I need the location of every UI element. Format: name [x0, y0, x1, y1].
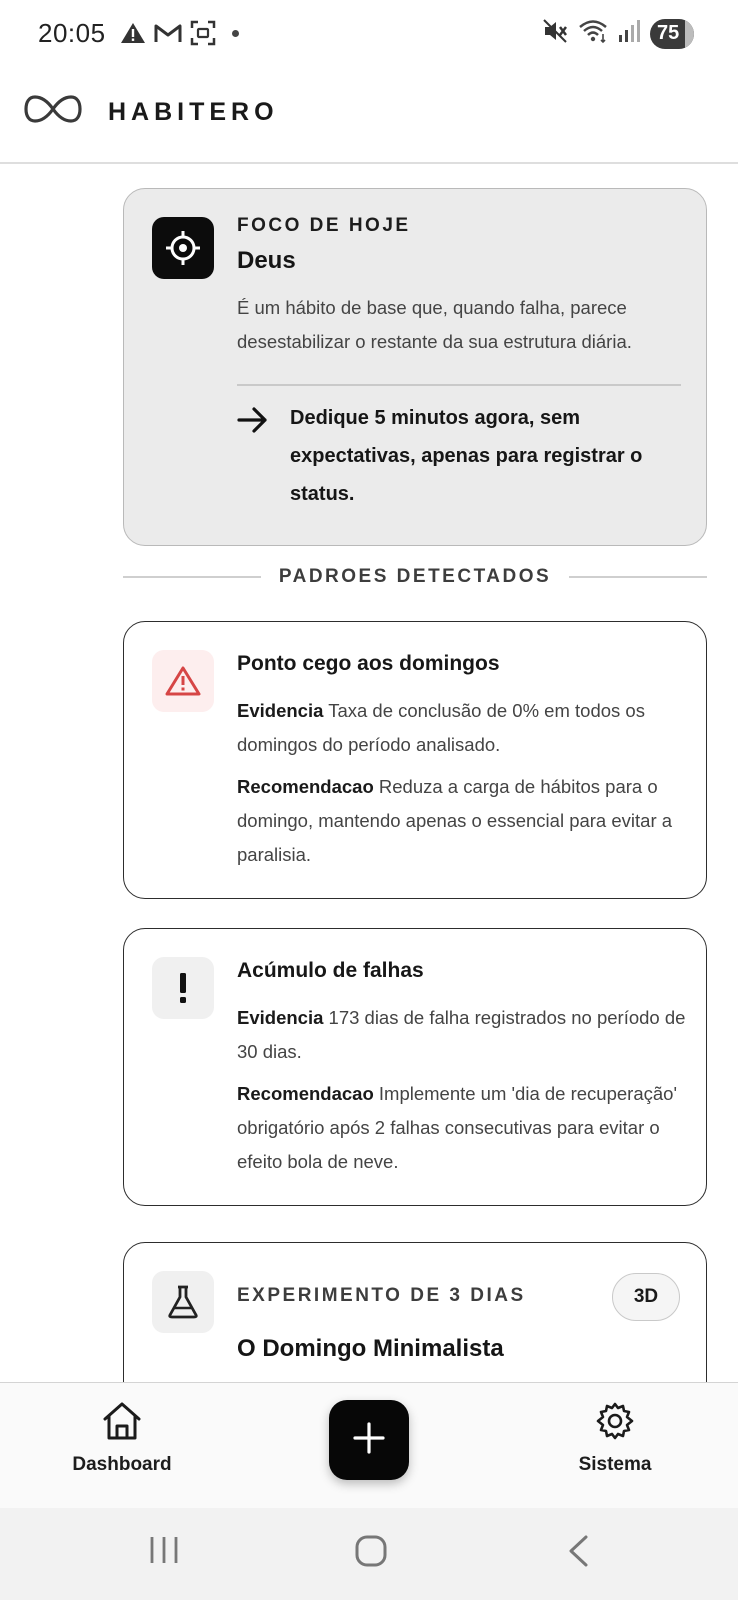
- focus-description: É um hábito de base que, quando falha, parece desestabilizar o restante da sua estrutura diária.: [237, 297, 632, 352]
- app-header: [0, 72, 738, 164]
- section-divider-right: [569, 576, 707, 578]
- evidence-label: Evidencia: [237, 700, 324, 721]
- wifi-icon: [578, 18, 608, 49]
- pattern-evidence: [237, 694, 687, 762]
- experiment-duration-badge: 3D: [612, 1273, 680, 1321]
- experiment-title: O Domingo Minimalista: [237, 1335, 504, 1362]
- gmail-icon: [154, 22, 182, 44]
- battery-level: 75: [657, 22, 680, 44]
- focus-title: Deus: [237, 247, 296, 274]
- nav-system[interactable]: [535, 1401, 695, 1476]
- experiment-kicker: EXPERIMENTO DE 3 DIAS: [237, 1285, 526, 1306]
- pattern-body: [237, 1001, 687, 1187]
- dot-icon: [232, 30, 239, 37]
- battery-icon: [650, 19, 694, 49]
- status-time: 20:05: [38, 18, 106, 48]
- nav-system-label: Sistema: [578, 1454, 652, 1475]
- recommendation-label: Recomendacao: [237, 776, 374, 797]
- pattern-title: Acúmulo de falhas: [237, 959, 424, 982]
- home-circle-icon[interactable]: [354, 1534, 388, 1573]
- focus-action[interactable]: Dedique 5 minutos agora, sem expectativas, apenas para registrar o status.: [290, 407, 643, 505]
- android-nav-bar: [0, 1508, 738, 1600]
- back-icon[interactable]: [566, 1534, 590, 1573]
- evidence-text: Taxa de conclusão de 0% em todos os domingos do período analisado.: [237, 700, 645, 755]
- dashboard-content[interactable]: [0, 166, 738, 1382]
- brand-title: HABITERO: [108, 98, 279, 126]
- screenshot-icon: [190, 20, 216, 46]
- evidence-label: Evidencia: [237, 1007, 324, 1028]
- warning-triangle-icon: [152, 650, 214, 712]
- bottom-nav: [0, 1382, 738, 1508]
- evidence-text: 173 dias de falha registrados no período de 30 dias.: [237, 1007, 686, 1062]
- section-divider-left: [123, 576, 261, 578]
- flask-icon: [152, 1271, 214, 1333]
- status-right-icons: [542, 18, 694, 49]
- pattern-body: [237, 694, 687, 880]
- nav-dashboard-label: Dashboard: [72, 1454, 172, 1475]
- mute-icon: [542, 18, 568, 49]
- status-left-icons: [120, 20, 239, 46]
- recents-icon[interactable]: [148, 1534, 180, 1571]
- home-icon: [101, 1401, 143, 1446]
- target-icon: [152, 217, 214, 279]
- experiment-card[interactable]: [123, 1242, 707, 1382]
- patterns-section-title: PADROES DETECTADOS: [278, 566, 552, 587]
- gear-icon: [595, 1401, 635, 1446]
- add-habit-button[interactable]: [329, 1400, 409, 1480]
- exclamation-icon: [152, 957, 214, 1019]
- focus-card[interactable]: [123, 188, 707, 546]
- pattern-card-sunday[interactable]: [123, 621, 707, 899]
- arrow-right-icon: [237, 407, 269, 438]
- infinity-icon: [24, 94, 82, 129]
- focus-divider: [237, 384, 681, 386]
- plus-icon: [352, 1421, 386, 1460]
- pattern-recommendation: [237, 770, 687, 872]
- recommendation-text: Implemente um 'dia de recuperação' obrigatório após 2 falhas consecutivas para evitar o efeito bola de neve.: [237, 1083, 677, 1172]
- pattern-card-failures[interactable]: [123, 928, 707, 1206]
- pattern-recommendation: [237, 1077, 687, 1179]
- patterns-section-heading: [123, 562, 707, 592]
- pattern-title: Ponto cego aos domingos: [237, 652, 500, 675]
- signal-icon: [618, 19, 640, 48]
- nav-dashboard[interactable]: [42, 1401, 202, 1476]
- focus-kicker: FOCO DE HOJE: [237, 215, 411, 236]
- recommendation-label: Recomendacao: [237, 1083, 374, 1104]
- warning-icon: [120, 21, 146, 45]
- pattern-evidence: [237, 1001, 687, 1069]
- status-bar: [0, 0, 738, 72]
- recommendation-text: Reduza a carga de hábitos para o domingo, mantendo apenas o essencial para evitar a paralisia.: [237, 776, 673, 865]
